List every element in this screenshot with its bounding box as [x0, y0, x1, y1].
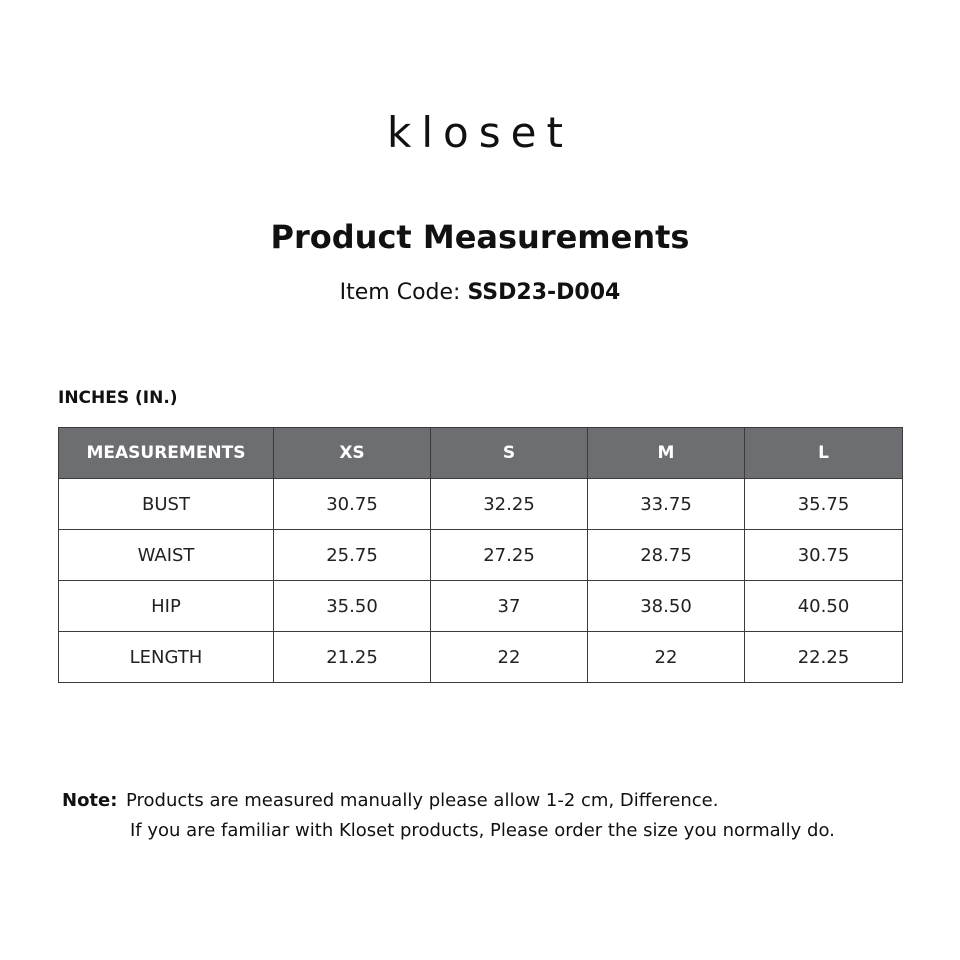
- note-label: Note:: [62, 790, 118, 811]
- row-label: LENGTH: [59, 632, 274, 683]
- note-line-2: If you are familiar with Kloset products, Please order the size you normally do.: [130, 820, 835, 841]
- table-cell: 21.25: [274, 632, 431, 683]
- table-cell: 37: [431, 581, 588, 632]
- table-header-row: [59, 428, 903, 479]
- table-cell: 22: [588, 632, 745, 683]
- page-title: Product Measurements: [270, 218, 690, 256]
- header-xs: XS: [274, 428, 431, 479]
- table-cell: 27.25: [431, 530, 588, 581]
- brand-logo: kloset: [387, 108, 573, 157]
- row-label: WAIST: [59, 530, 274, 581]
- table-cell: 25.75: [274, 530, 431, 581]
- header-s: S: [431, 428, 588, 479]
- size-chart-table: [58, 427, 903, 683]
- row-label: HIP: [59, 581, 274, 632]
- table-cell: 30.75: [274, 479, 431, 530]
- row-label: BUST: [59, 479, 274, 530]
- table-row-hip: [59, 581, 903, 632]
- table-cell: 35.50: [274, 581, 431, 632]
- table-cell: 22: [431, 632, 588, 683]
- table-cell: 33.75: [588, 479, 745, 530]
- header-measurements: MEASUREMENTS: [59, 428, 274, 479]
- header-l: L: [745, 428, 903, 479]
- table-cell: 22.25: [745, 632, 903, 683]
- unit-label: INCHES (IN.): [58, 388, 178, 408]
- table-cell: 35.75: [745, 479, 903, 530]
- table-row-waist: [59, 530, 903, 581]
- item-code-line: [0, 278, 960, 308]
- table-cell: 32.25: [431, 479, 588, 530]
- note-line-1: Products are measured manually please allow 1-2 cm, Difference.: [126, 790, 719, 811]
- note-block: [62, 786, 942, 846]
- table-row-bust: [59, 479, 903, 530]
- table-row-length: [59, 632, 903, 683]
- table-cell: 28.75: [588, 530, 745, 581]
- table-cell: 30.75: [745, 530, 903, 581]
- header-m: M: [588, 428, 745, 479]
- item-code-label: Item Code:: [339, 280, 461, 305]
- table-cell: 40.50: [745, 581, 903, 632]
- item-code-value: SSD23-D004: [467, 280, 621, 305]
- table-cell: 38.50: [588, 581, 745, 632]
